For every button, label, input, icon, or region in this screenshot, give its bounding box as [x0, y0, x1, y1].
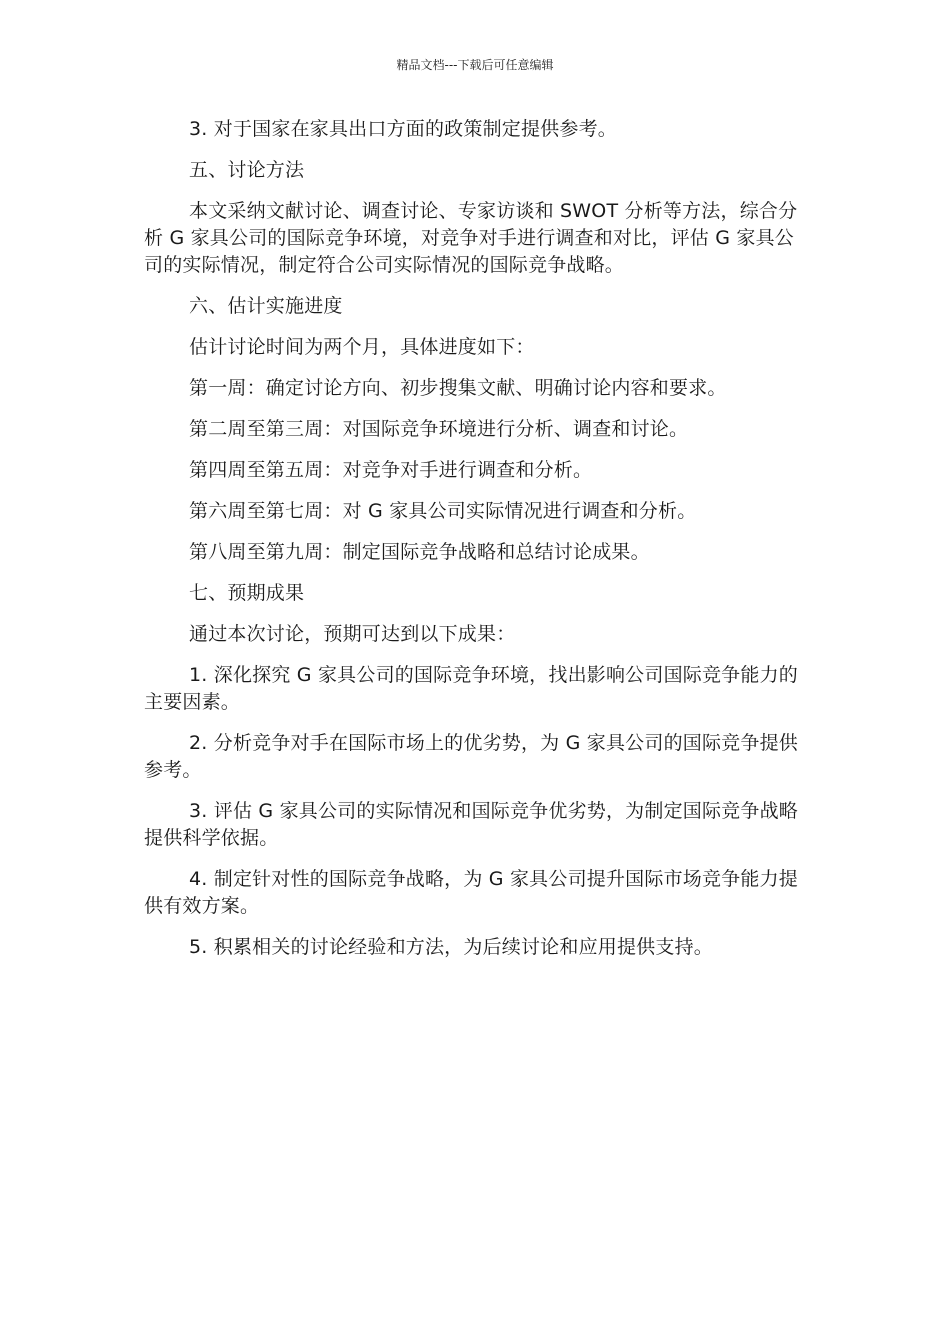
- outcome-item-3: 3. 评估 G 家具公司的实际情况和国际竞争优劣势，为制定国际竞争战略提供科学依据。: [144, 800, 798, 849]
- outcome-item-5: 5. 积累相关的讨论经验和方法，为后续讨论和应用提供支持。: [189, 936, 713, 958]
- section-heading-schedule: 六、估计实施进度: [189, 295, 343, 317]
- schedule-item-week-8-9: 第八周至第九周：制定国际竞争战略和总结讨论成果。: [189, 541, 650, 563]
- section-heading-methods: 五、讨论方法: [189, 159, 305, 181]
- schedule-item-week-2-3: 第二周至第三周：对国际竞争环境进行分析、调查和讨论。: [189, 418, 689, 440]
- paragraph-outcomes-intro: 通过本次讨论，预期可达到以下成果：: [189, 623, 516, 645]
- document-body: [144, 116, 804, 975]
- outcome-item-1: 1. 深化探究 G 家具公司的国际竞争环境，找出影响公司国际竞争能力的主要因素。: [144, 664, 798, 713]
- paragraph-policy-reference: 3. 对于国家在家具出口方面的政策制定提供参考。: [189, 118, 617, 140]
- schedule-item-week-6-7: 第六周至第七周：对 G 家具公司实际情况进行调查和分析。: [189, 500, 697, 522]
- schedule-item-week-4-5: 第四周至第五周：对竞争对手进行调查和分析。: [189, 459, 593, 481]
- paragraph-methods: 本文采纳文献讨论、调查讨论、专家访谈和 SWOT 分析等方法，综合分析 G 家具公司的国际竞争环境，对竞争对手进行调查和对比，评估 G 家具公司的实际情况，制定符合公司实际情况的国际竞争战略。: [144, 200, 798, 276]
- page-header: 精品文档---下载后可任意编辑: [396, 58, 554, 72]
- outcome-item-4: 4. 制定针对性的国际竞争战略，为 G 家具公司提升国际市场竞争能力提供有效方案。: [144, 868, 798, 917]
- outcome-item-2: 2. 分析竞争对手在国际市场上的优劣势，为 G 家具公司的国际竞争提供参考。: [144, 732, 798, 781]
- paragraph-schedule-intro: 估计讨论时间为两个月，具体进度如下：: [189, 336, 535, 358]
- schedule-item-week-1: 第一周：确定讨论方向、初步搜集文献、明确讨论内容和要求。: [189, 377, 727, 399]
- section-heading-outcomes: 七、预期成果: [189, 582, 305, 604]
